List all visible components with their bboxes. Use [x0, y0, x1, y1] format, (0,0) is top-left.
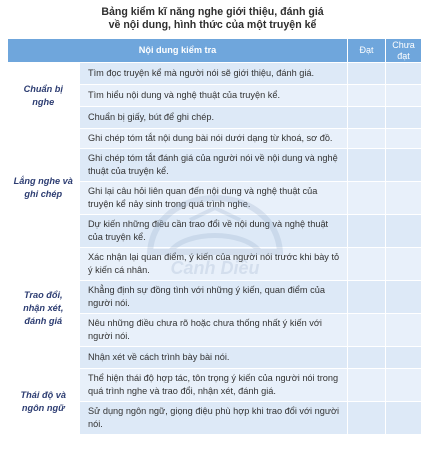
chua-dat-checkbox-cell[interactable]: [386, 149, 422, 182]
checklist-item: Chuẩn bị giấy, bút để ghi chép.: [80, 107, 348, 129]
table-header-row: [8, 39, 422, 63]
checklist-item: Tìm hiểu nội dung và nghệ thuật của truyện kể.: [80, 85, 348, 107]
chua-dat-checkbox-cell[interactable]: [386, 85, 422, 107]
chua-dat-checkbox-cell[interactable]: [386, 63, 422, 85]
header-dat: Đạt: [348, 39, 386, 63]
chua-dat-checkbox-cell[interactable]: [386, 281, 422, 314]
dat-checkbox-cell[interactable]: [348, 63, 386, 85]
chua-dat-checkbox-cell[interactable]: [386, 369, 422, 402]
checklist-item: Tìm đọc truyện kể mà người nói sẽ giới thiệu, đánh giá.: [80, 63, 348, 85]
checklist-item: Ghi chép tóm tắt nội dung bài nói dưới dạng từ khoá, sơ đồ.: [80, 129, 348, 149]
chua-dat-checkbox-cell[interactable]: [386, 314, 422, 347]
table-row: [8, 63, 422, 85]
checklist-table: [7, 38, 422, 435]
chua-dat-checkbox-cell[interactable]: [386, 129, 422, 149]
table-row: [8, 369, 422, 402]
section-label-chuan-bi: Chuẩn bị nghe: [8, 63, 80, 129]
checklist-item: Ghi chép tóm tắt đánh giá của người nói về nội dung và nghệ thuật của truyện kể.: [80, 149, 348, 182]
chua-dat-checkbox-cell[interactable]: [386, 347, 422, 369]
dat-checkbox-cell[interactable]: [348, 85, 386, 107]
title-line-2: về nội dung, hình thức của một truyện kể: [108, 19, 317, 31]
chua-dat-checkbox-cell[interactable]: [386, 182, 422, 215]
dat-checkbox-cell[interactable]: [348, 347, 386, 369]
header-content: Nội dung kiểm tra: [8, 39, 348, 63]
page-title: [0, 6, 425, 32]
watermark-text: Cánh Diều: [170, 258, 260, 278]
table-row: [8, 248, 422, 281]
checklist-item: Khẳng định sự đồng tình với những ý kiến, quan điểm của người nói.: [80, 281, 348, 314]
checklist-item: Nhận xét về cách trình bày bài nói.: [80, 347, 348, 369]
chua-dat-checkbox-cell[interactable]: [386, 215, 422, 248]
section-label-trao-doi: Trao đổi, nhận xét, đánh giá: [8, 248, 80, 369]
header-chua-dat: Chưa đạt: [386, 39, 422, 63]
table-row: [8, 129, 422, 149]
dat-checkbox-cell[interactable]: [348, 281, 386, 314]
dat-checkbox-cell[interactable]: [348, 149, 386, 182]
chua-dat-checkbox-cell[interactable]: [386, 107, 422, 129]
dat-checkbox-cell[interactable]: [348, 248, 386, 281]
checklist-item: Sử dụng ngôn ngữ, giọng điệu phù hợp khi trao đổi với người nói.: [80, 402, 348, 435]
section-label-lang-nghe: Lắng nghe và ghi chép: [8, 129, 80, 248]
dat-checkbox-cell[interactable]: [348, 314, 386, 347]
checklist-item: Xác nhận lại quan điểm, ý kiến của người nói trước khi bày tỏ ý kiến cá nhân.: [80, 248, 348, 281]
dat-checkbox-cell[interactable]: [348, 182, 386, 215]
title-line-1: Bảng kiểm kĩ năng nghe giới thiệu, đánh giá: [101, 6, 324, 18]
checklist-item: Dự kiến những điều cần trao đổi về nội dung và nghệ thuật của truyện kể.: [80, 215, 348, 248]
chua-dat-checkbox-cell[interactable]: [386, 402, 422, 435]
chua-dat-checkbox-cell[interactable]: [386, 248, 422, 281]
dat-checkbox-cell[interactable]: [348, 129, 386, 149]
dat-checkbox-cell[interactable]: [348, 369, 386, 402]
dat-checkbox-cell[interactable]: [348, 215, 386, 248]
checklist-item: Ghi lại câu hỏi liên quan đến nội dung và nghệ thuật của truyện kể nảy sinh trong quá trình nghe.: [80, 182, 348, 215]
checklist-item: Thể hiện thái độ hợp tác, tôn trọng ý kiến của người nói trong quá trình nghe và trao đổi, nhận xét, đánh giá.: [80, 369, 348, 402]
dat-checkbox-cell[interactable]: [348, 402, 386, 435]
checklist-item: Nêu những điều chưa rõ hoặc chưa thống nhất ý kiến với người nói.: [80, 314, 348, 347]
section-label-thai-do: Thái độ và ngôn ngữ: [8, 369, 80, 435]
dat-checkbox-cell[interactable]: [348, 107, 386, 129]
